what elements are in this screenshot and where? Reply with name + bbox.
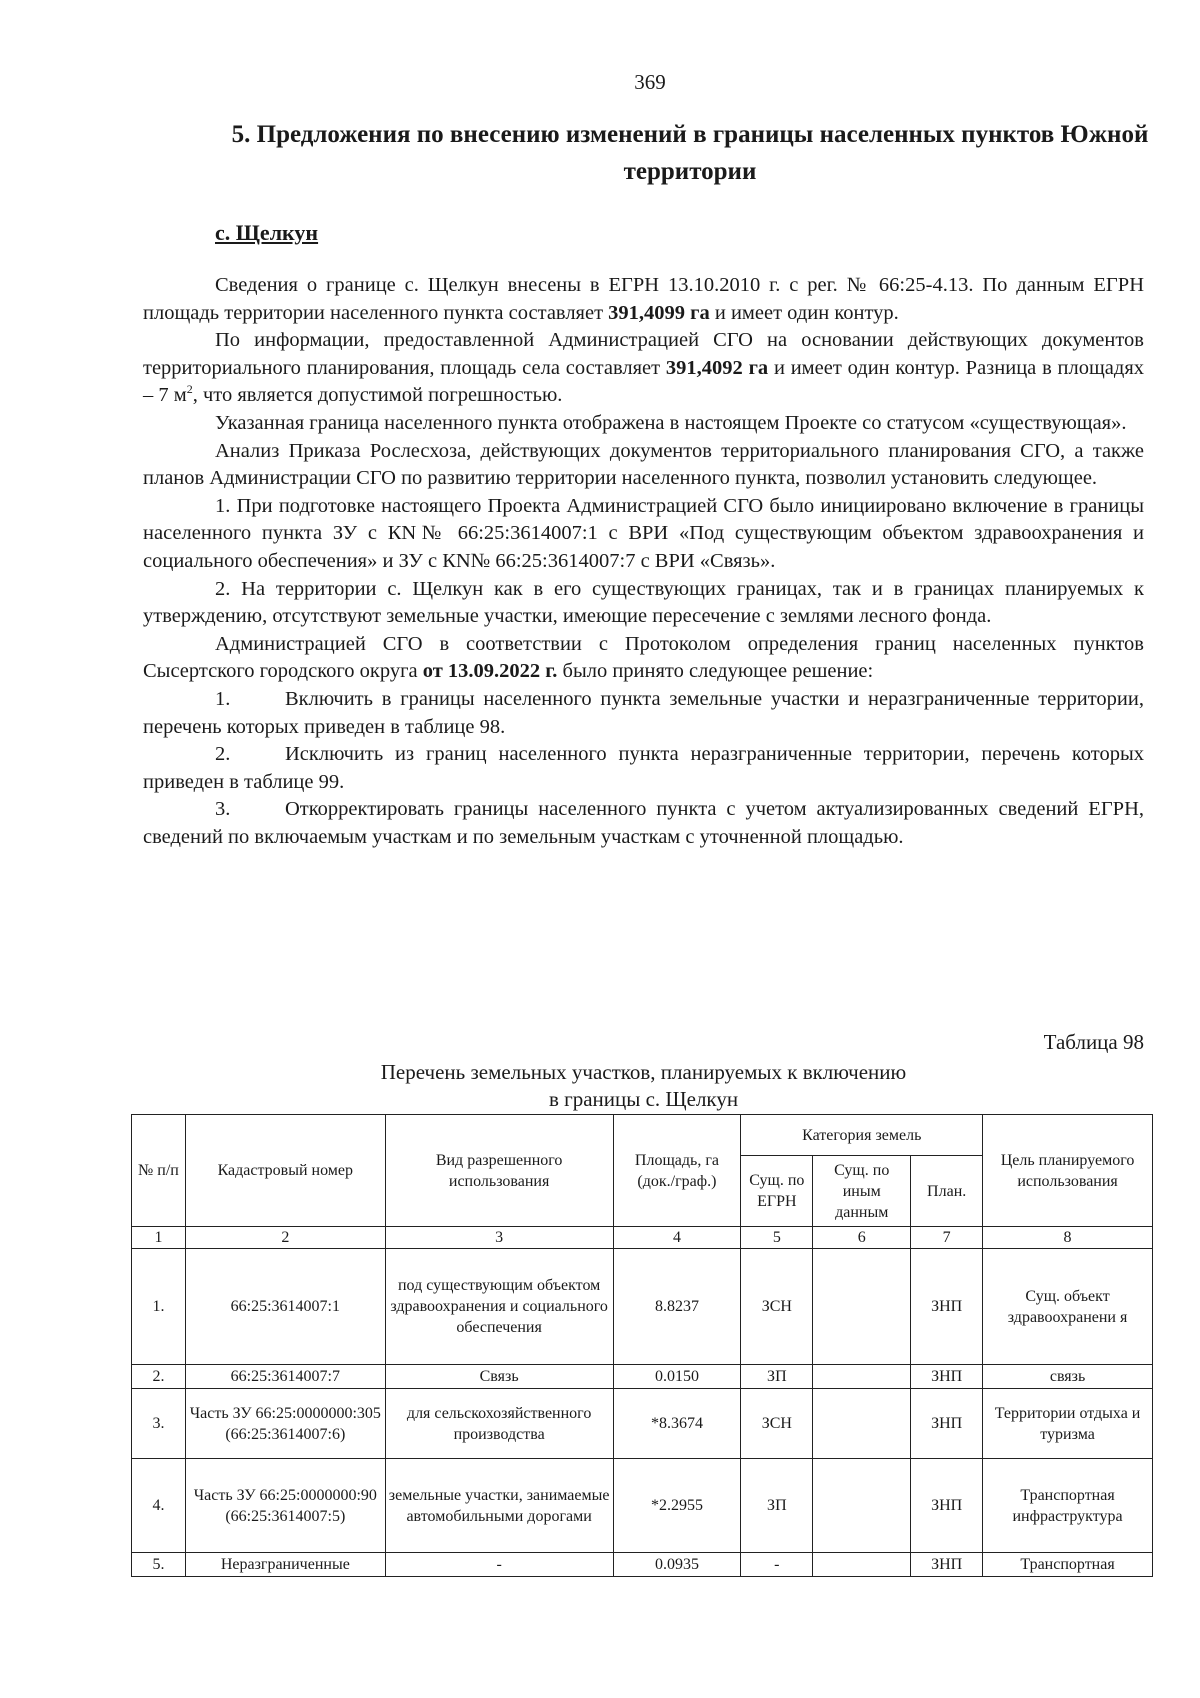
page-number: 369 [634, 70, 666, 94]
header-cadastral: Кадастровый номер [185, 1115, 385, 1227]
decision-item-2: 2. Исключить из границ населенного пункта неразграниченные территории, перечень которых приведен в таблице 99. [143, 743, 1144, 793]
header-area: Площадь, га (док./граф.) [613, 1115, 741, 1227]
land-plots-table [131, 1114, 1153, 1577]
table-label: Таблица 98 [1043, 1030, 1144, 1054]
header-permitted-use: Вид разрешенного использования [385, 1115, 613, 1227]
header-cat-other: Сущ. по иным данным [813, 1156, 911, 1227]
table-row: 4. Часть ЗУ 66:25:0000000:90 (66:25:3614007:5) земельные участки, занимаемые автомобильными дорогами *2.2955 ЗП ЗНП Транспортная инфраструктура [132, 1459, 1153, 1553]
body-text [143, 272, 1144, 851]
header-category: Категория земель [741, 1115, 983, 1156]
paragraph-6: 2. На территории с. Щелкун как в его существующих границах, так и в границах планируемых к утверждению, отсутствуют земельные участки, имеющие пересечение с землями лесного фонда. [143, 577, 1144, 628]
header-purpose: Цель планируемого использования [983, 1115, 1153, 1227]
paragraph-3: Указанная граница населенного пункта отображена в настоящем Проекте со статусом «существующая». [215, 411, 1127, 434]
village-heading: с. Щелкун [215, 220, 319, 245]
header-cat-egrn: Сущ. по ЕГРН [741, 1156, 813, 1227]
header-cat-plan: План. [911, 1156, 983, 1227]
paragraph-5: 1. При подготовке настоящего Проекта Администрацией СГО было инициировано включение в границы населенного пункта ЗУ с КN№ 66:25:3614007:1 с ВРИ «Под существующим объектом здравоохранения и социального обеспечения» и ЗУ с КN№ 66:25:3614007:7 с ВРИ «Связь». [143, 494, 1144, 572]
decision-item-3: 3. Откорректировать границы населенного пункта с учетом актуализированных сведений ЕГРН, сведений по включаемым участкам и по земельным участкам с уточненной площадью. [143, 798, 1144, 848]
table-row: 5. Неразграниченные - 0.0935 - ЗНП Транспортная [132, 1553, 1153, 1577]
column-number-row: 1 2 3 4 5 6 7 8 [132, 1227, 1153, 1249]
table-row: 2. 66:25:3614007:7 Связь 0.0150 ЗП ЗНП связь [132, 1365, 1153, 1389]
paragraph-4: Анализ Приказа Рослесхоза, действующих документов территориального планирования СГО, а также планов Администрации СГО по развитию территории населенного пункта, позволил установить следующее. [143, 439, 1144, 490]
paragraph-7: Администрацией СГО в соответствии с Протоколом определения границ населенных пунктов Сысертского городского округа от 13.09.2022 г. было принято следующее решение: [143, 632, 1144, 683]
section-title: 5. Предложения по внесению изменений в границы населенных пунктов Южной территории [231, 121, 1149, 185]
header-num: № п/п [132, 1115, 186, 1227]
decision-item-1: 1. Включить в границы населенного пункта земельные участки и неразграниченные территории, перечень которых приведен в таблице 98. [143, 687, 1144, 738]
table-row: 1. 66:25:3614007:1 под существующим объектом здравоохранения и социального обеспечения 8.8237 ЗСН ЗНП Сущ. объект здравоохранени я [132, 1249, 1153, 1365]
table-row: 3. Часть ЗУ 66:25:0000000:305 (66:25:3614007:6) для сельскохозяйственного производства *8.3674 ЗСН ЗНП Территории отдыха и туризма [132, 1389, 1153, 1459]
paragraph-2: По информации, предоставленной Администрацией СГО на основании действующих документов территориального планирования, площадь села составляет 391,4092 га и имеет один контур. Разница в площадях – 7 $м^2$, что является допустимой погрешностью. [143, 329, 1144, 407]
paragraph-1: Сведения о границе с. Щелкун внесены в ЕГРН 13.10.2010 г. с рег. № 66:25-4.13. По данным ЕГРН площадь территории населенного пункта составляет 391,4099 га и имеет один контур. [143, 274, 1144, 324]
table-caption: Перечень земельных участков, планируемых к включению в границы с. Щелкун [380, 1060, 907, 1111]
